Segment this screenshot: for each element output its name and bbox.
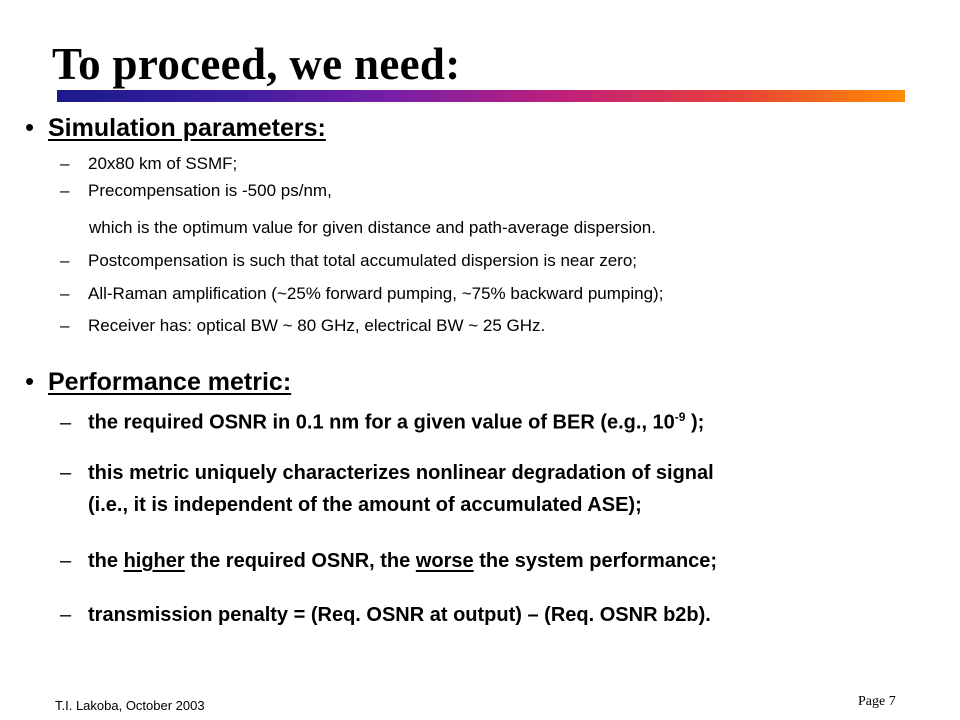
dash-icon: –: [60, 181, 70, 200]
underlined-word-worse: worse: [415, 550, 474, 572]
dash-icon: –: [60, 284, 70, 303]
item-text: 20x80 km of SSMF;: [88, 154, 238, 173]
list-item: [60, 550, 717, 573]
list-item-continuation: which is the optimum value for given distance and path-average dispersion.: [89, 218, 656, 237]
item-text: Precompensation is -500 ps/nm,: [88, 181, 332, 200]
dash-icon: –: [60, 154, 70, 173]
footer-author-date: T.I. Lakoba, October 2003: [55, 698, 205, 713]
item-text: the required OSNR, the: [184, 550, 416, 572]
list-item: [60, 284, 663, 304]
item-text: transmission penalty = (Req. OSNR at output) – (Req. OSNR b2b).: [88, 604, 711, 626]
section-heading-performance: Performance metric:: [48, 368, 292, 396]
title-gradient-bar: [57, 90, 905, 102]
dash-icon: –: [60, 251, 70, 270]
item-text: the system performance;: [473, 550, 718, 572]
dash-icon: –: [60, 411, 72, 434]
underlined-word-higher: higher: [123, 550, 185, 572]
list-item: [60, 316, 545, 336]
list-item: [60, 181, 332, 201]
item-text: this metric uniquely characterizes nonlinear degradation of signal: [88, 462, 714, 484]
bullet-icon: •: [25, 112, 35, 142]
list-item: [60, 410, 704, 435]
bullet-icon: •: [25, 366, 35, 396]
item-text: All-Raman amplification (~25% forward pumping, ~75% backward pumping);: [88, 284, 664, 303]
list-item: [60, 462, 714, 485]
dash-icon: –: [60, 550, 72, 572]
item-text: Receiver has: optical BW ~ 80 GHz, electrical BW ~ 25 GHz.: [88, 316, 546, 335]
list-item: [60, 604, 711, 627]
item-text: the required OSNR in 0.1 nm for a given value of BER (e.g., 10: [88, 411, 675, 434]
item-text-end: );: [685, 411, 705, 434]
item-text: Postcompensation is such that total accumulated dispersion is near zero;: [88, 251, 638, 270]
section-heading-simulation: Simulation parameters:: [48, 114, 326, 142]
page-number: Page 7: [858, 694, 896, 709]
dash-icon: –: [60, 316, 70, 335]
dash-icon: –: [60, 462, 72, 484]
list-item: [60, 154, 237, 174]
dash-icon: –: [60, 604, 72, 626]
exponent: -9: [674, 410, 686, 424]
item-text: the: [88, 550, 124, 572]
list-item-continuation: (i.e., it is independent of the amount of accumulated ASE);: [88, 494, 642, 516]
slide-title: To proceed, we need:: [52, 39, 461, 89]
list-item: [60, 251, 637, 271]
